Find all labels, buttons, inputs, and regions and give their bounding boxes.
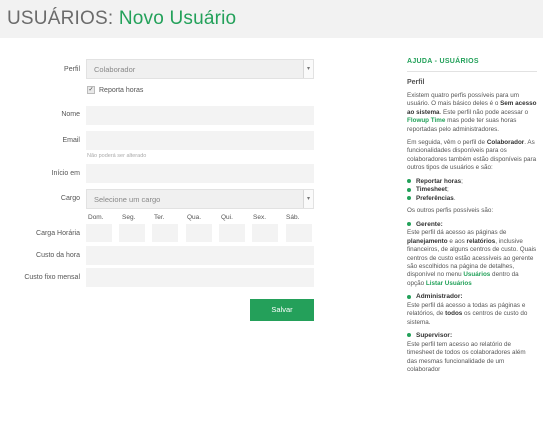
bullet-icon (407, 196, 411, 200)
day-label-dom: Dom. (88, 214, 104, 221)
cargo-label: Cargo (60, 195, 80, 202)
day-label-qui: Qui. (221, 214, 233, 221)
nome-label: Nome (61, 111, 80, 118)
bullet-icon (407, 179, 411, 183)
reporta-horas-label[interactable]: Reporta horas (99, 87, 144, 94)
flowup-time-link[interactable]: Flowup Time (407, 117, 446, 125)
help-panel (407, 48, 537, 428)
carga-seg-input[interactable] (119, 224, 145, 242)
perfil-select-value: Colaborador (94, 65, 136, 74)
day-label-seg: Seg. (122, 214, 136, 221)
role-gerente: Gerente: Este perfil dá acesso as páginas de planejamento e aos relatórios, inclusive financeiros, de alguns centros de custo. Quais centros de custo estão acessíveis ao gerente são escolhidos na página de detalhes, disponível no menu Usuários dentro da opção Listar Usuários (407, 220, 537, 287)
carga-horaria-label: Carga Horária (36, 230, 80, 237)
role-supervisor: Supervisor: Este perfil tem acesso ao relatório de timesheet de todos os colaboradores além das mesmas funcionalidade de um colaborador (407, 332, 526, 373)
bullet-icon (407, 222, 411, 226)
page-title-prefix: USUÁRIOS: (7, 8, 114, 29)
carga-dom-input[interactable] (86, 224, 112, 242)
carga-ter-input[interactable] (152, 224, 178, 242)
custo-hora-input[interactable] (86, 246, 314, 265)
help-paragraph-3: Os outros perfis possíveis são: (407, 207, 494, 215)
list-item: Reportar horas; (407, 178, 537, 187)
page-title (7, 8, 236, 30)
list-item: Preferências. (407, 195, 537, 204)
custo-fixo-label: Custo fixo mensal (24, 274, 80, 281)
carga-qua-input[interactable] (186, 224, 212, 242)
day-label-sab: Sáb. (286, 214, 300, 221)
inicio-input[interactable] (86, 164, 314, 183)
chevron-down-icon: ▾ (303, 60, 313, 78)
feature-list (407, 178, 537, 204)
day-label-sex: Sex. (253, 214, 267, 221)
bullet-icon (407, 295, 411, 299)
carga-sex-input[interactable] (252, 224, 278, 242)
email-label: Email (62, 137, 80, 144)
page-title-main: Novo Usuário (118, 8, 237, 29)
email-hint: Não poderá ser alterado (87, 153, 147, 159)
bullet-icon (407, 188, 411, 192)
help-subtitle: Perfil (407, 79, 425, 86)
help-paragraph-1: Existem quatro perfis possíveis para um usuário. O mais básico deles é o Sem acesso ao sistema. Este perfil não pode acessar o Flowup Time mas pode ter suas horas reportadas pelo administradores. (407, 92, 537, 133)
custo-hora-label: Custo da hora (36, 252, 80, 259)
inicio-label: Início em (51, 170, 80, 177)
role-administrador: Administrador: Este perfil dá acesso a todas as páginas e relatórios, de todos os centros de custo do sistema. (407, 293, 528, 326)
cargo-select-placeholder: Selecione um cargo (94, 195, 161, 204)
nome-input[interactable] (86, 106, 314, 125)
carga-sab-input[interactable] (286, 224, 312, 242)
email-input[interactable] (86, 131, 314, 150)
help-paragraph-2: Em seguida, vêm o perfil de Colaborador. As funcionalidades disponíveis para os colaboradores também estão disponíveis para outros tipos de usuários e são: (407, 139, 537, 172)
day-label-qua: Qua. (187, 214, 202, 221)
page-header (0, 0, 543, 38)
cargo-select[interactable] (86, 189, 314, 209)
reporta-horas-checkbox[interactable]: ✓ (88, 87, 94, 93)
custo-fixo-input[interactable] (86, 268, 314, 287)
chevron-down-icon: ▾ (303, 190, 313, 208)
carga-qui-input[interactable] (219, 224, 245, 242)
save-button[interactable]: Salvar (250, 299, 314, 321)
bullet-icon (407, 333, 411, 337)
perfil-select[interactable] (86, 59, 314, 79)
perfil-label: Perfil (64, 66, 80, 73)
day-label-ter: Ter. (154, 214, 165, 221)
list-item: Timesheet; (407, 186, 537, 195)
listar-usuarios-link[interactable]: Listar Usuários (425, 279, 472, 287)
usuarios-link[interactable]: Usuários (463, 271, 491, 279)
help-title: AJUDA - USUÁRIOS (407, 48, 537, 72)
